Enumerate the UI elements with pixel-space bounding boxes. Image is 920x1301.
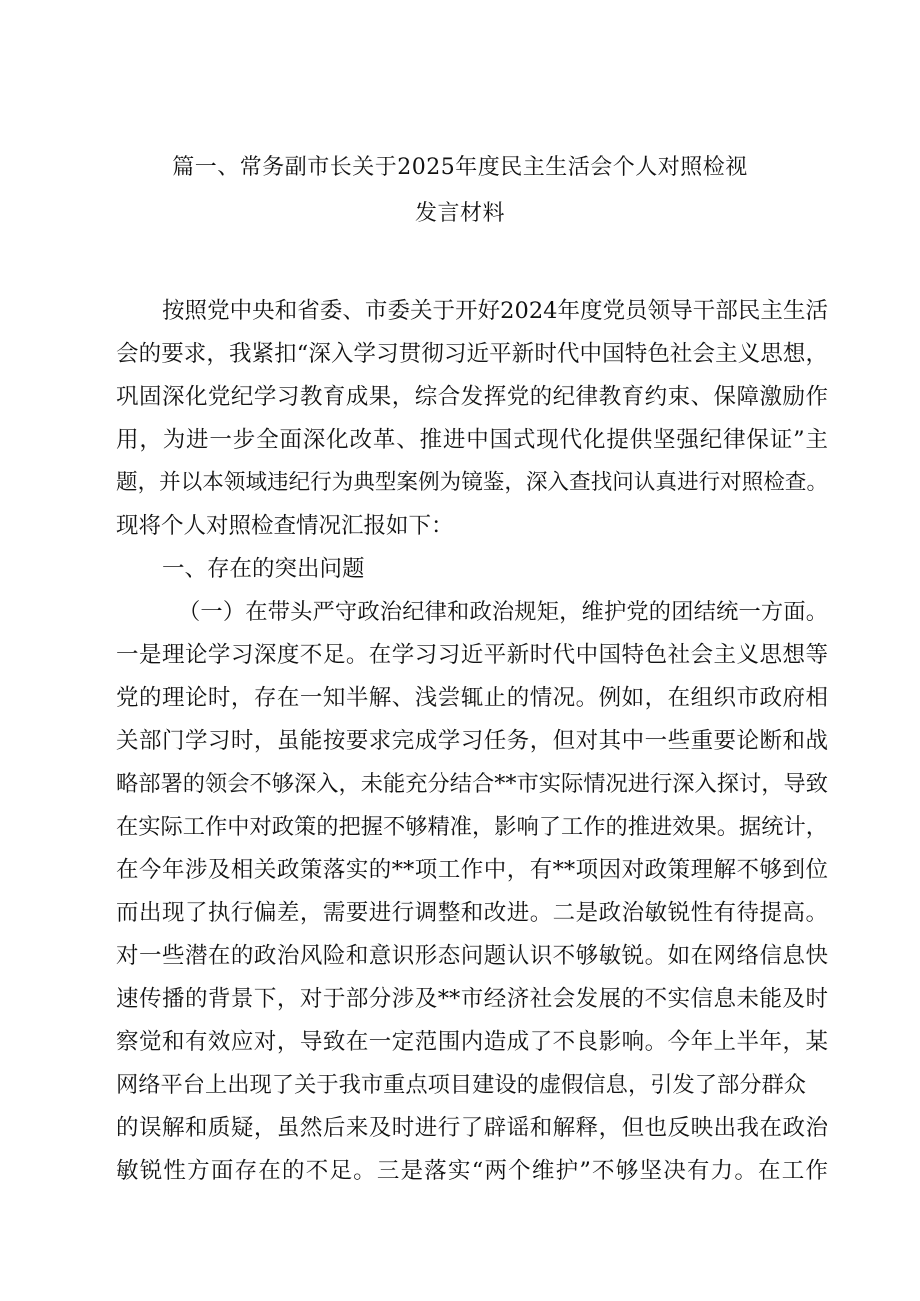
paragraph-line: 速传播的背景下，对于部分涉及**市经济社会发展的不实信息未能及时 [116,986,828,1012]
paragraph-line: 在今年涉及相关政策落实的**项工作中，有**项因对政策理解不够到位 [116,857,828,883]
paragraph-line: 的误解和质疑，虽然后来及时进行了辟谣和解释，但也反映出我在政治 [116,1115,828,1141]
paragraph-line: 敏锐性方面存在的不足。三是落实“两个维护”不够坚决有力。在工作 [116,1158,828,1184]
document-title-line-2: 发言材料 [414,201,505,226]
paragraph-line: 在实际工作中对政策的把握不够精准，影响了工作的推进效果。据统计， [116,814,828,840]
paragraph-line: 对一些潜在的政治风险和意识形态问题认识不够敏锐。如在网络信息快 [116,943,828,969]
document-title-line-1: 篇一、常务副市长关于2025年度民主生活会个人对照检视 [172,155,748,180]
paragraph-line: 而出现了执行偏差，需要进行调整和改进。二是政治敏锐性有待提高。 [116,900,828,926]
subsection-heading: （一）在带头严守政治纪律和政治规矩，维护党的团结统一方面。 [178,599,828,625]
paragraph-line: 党的理论时，存在一知半解、浅尝辄止的情况。例如，在组织市政府相 [116,685,828,711]
paragraph-line: 一是理论学习深度不足。在学习习近平新时代中国特色社会主义思想等 [116,642,828,668]
paragraph-line: 按照党中央和省委、市委关于开好2024年度党员领导干部民主生活 [162,298,828,324]
section-heading: 一、存在的突出问题 [162,556,365,582]
paragraph-line: 现将个人对照检查情况汇报如下： [116,513,454,539]
paragraph-line: 略部署的领会不够深入，未能充分结合**市实际情况进行深入探讨，导致 [116,771,828,797]
paragraph-line: 察觉和有效应对，导致在一定范围内造成了不良影响。今年上半年，某 [116,1029,828,1055]
paragraph-line: 巩固深化党纪学习教育成果，综合发挥党的纪律教育约束、保障激励作 [116,384,828,410]
paragraph-line: 关部门学习时，虽能按要求完成学习任务，但对其中一些重要论断和战 [116,728,828,754]
paragraph-line: 会的要求，我紧扣“深入学习贯彻习近平新时代中国特色社会主义思想， [116,341,828,367]
paragraph-line: 网络平台上出现了关于我市重点项目建设的虚假信息，引发了部分群众 [116,1072,806,1098]
paragraph-line: 用，为进一步全面深化改革、推进中国式现代化提供坚强纪律保证”主 [116,427,828,453]
paragraph-line: 题，并以本领域违纪行为典型案例为镜鉴，深入查找问认真进行对照检查。 [116,470,828,495]
